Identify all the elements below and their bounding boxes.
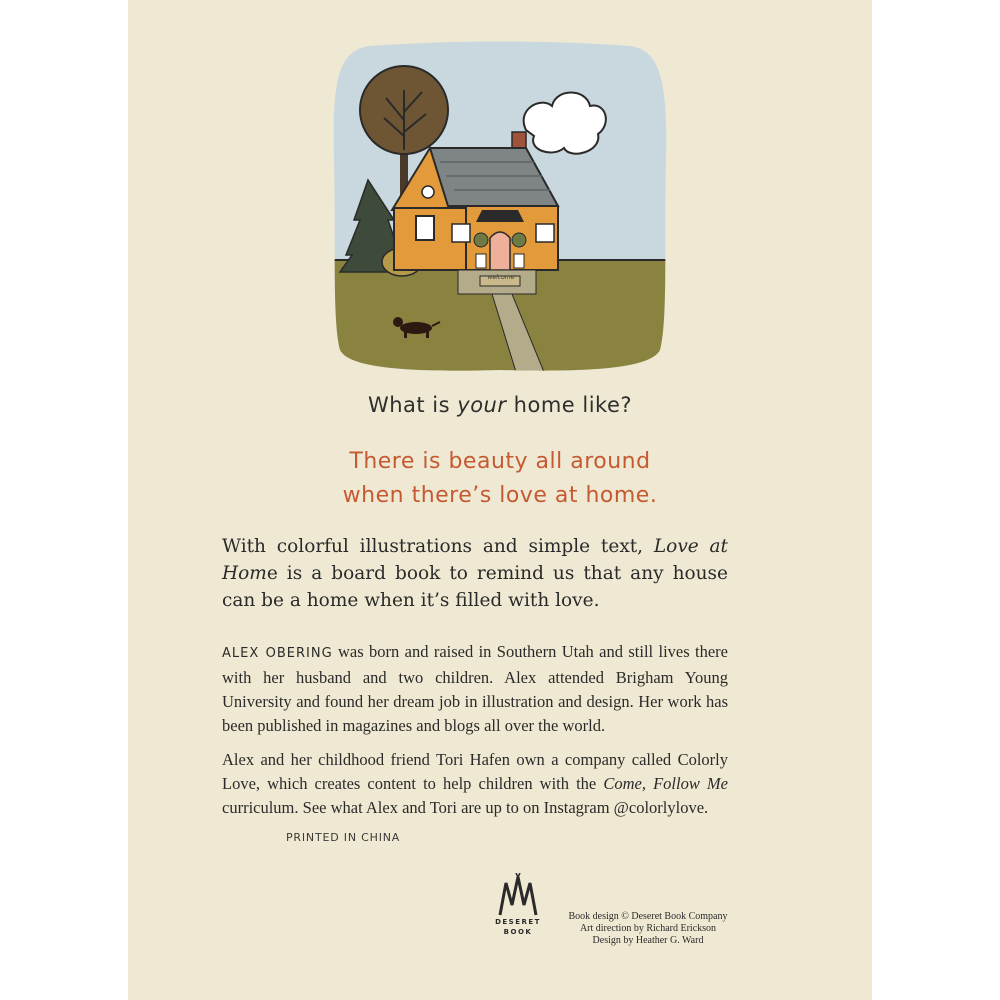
design-credits — [558, 911, 738, 947]
credit-line-1: Book design © Deseret Book Company — [568, 911, 728, 922]
bio-paragraph-1 — [222, 640, 728, 738]
blurb-book-title: Love at Hom — [222, 536, 728, 584]
bio-p2-pre: Alex and her childhood friend Tori Hafen own a company called Colorly Love, which creates content to help children with the — [222, 750, 728, 793]
logo-line-2: BOOK — [503, 928, 533, 936]
heading — [128, 393, 872, 417]
tagline — [128, 445, 872, 513]
logo-line-1: DESERET — [495, 918, 541, 926]
tagline-line-1: There is beauty all around — [349, 449, 651, 474]
blurb-pre: With colorful illustrations and simple text, — [222, 536, 654, 557]
blurb-post: e is a board book to remind us that any house can be a home when it’s filled with love. — [222, 563, 728, 611]
back-cover — [128, 0, 872, 1000]
tagline-line-2: when there’s love at home. — [342, 483, 658, 508]
bio-p1-text: was born and raised in Southern Utah and still lives there with her husband and two children. Alex attended Brigham Young University and found her dream job in illustration and design. Her work has been published in magazines and blogs all over the world. — [222, 642, 728, 735]
heading-pre: What is — [367, 393, 458, 417]
bio-paragraph-2 — [222, 748, 728, 820]
credit-line-2: Art direction by Richard Erickson — [579, 923, 717, 934]
book-blurb — [222, 533, 728, 614]
bio-p2-italic: Come, Follow Me — [603, 774, 728, 793]
publisher-logo — [490, 873, 546, 949]
credit-line-3: Design by Heather G. Ward — [592, 935, 704, 946]
welcome-mat-label: welcome — [487, 274, 515, 281]
heading-emphasis: your — [457, 393, 507, 417]
heading-post: home like? — [506, 393, 633, 417]
deseret-book-logo-icon — [496, 873, 540, 917]
printed-in-china: PRINTED IN CHINA — [286, 831, 401, 844]
author-name: ALEX OBERING — [222, 646, 333, 661]
house-illustration — [330, 40, 670, 372]
bio-p2-post: curriculum. See what Alex and Tori are up to on Instagram @colorlylove. — [222, 798, 709, 817]
author-bio — [222, 640, 728, 830]
